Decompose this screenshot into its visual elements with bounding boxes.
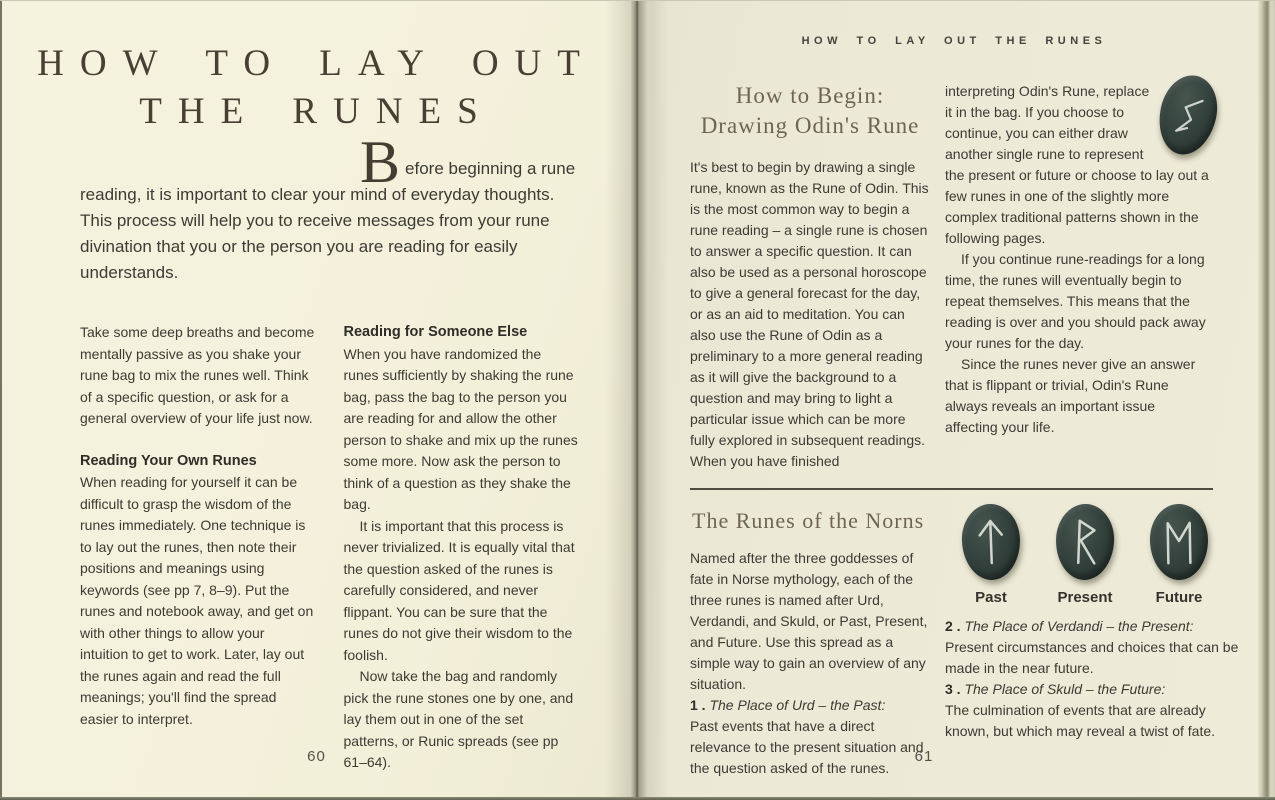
section-how-to-begin	[690, 81, 1258, 472]
norn-rune-stones	[945, 500, 1253, 606]
section2-column-1	[690, 500, 930, 779]
rune-tiwaz-arrow-icon	[970, 514, 1012, 569]
paragraph: When reading for yourself it can be difficult to grasp the wisdom of the runes immediately. One technique is to lay out the runes, then note their positions and meanings using keywords (see pp 7, 8–9). Put the runes and notebook away, and get on with other things to allow your intuition to get to work. Later, lay out the runes again and read the full meanings; you'll find the spread easier to interpret.	[80, 474, 314, 727]
paragraph: Now take the bag and randomly pick the rune stones one by one, and lay them out in one of the set patterns, or Runic spreads (see pp 61–64).	[343, 668, 574, 770]
paragraph: Named after the three goddesses of fate in Norse mythology, each of the three runes is named after Urd, Verdandi, and Skuld, or Past, Present, and Future. Use this spread as a simple way to gain an overview of any situation.	[690, 550, 928, 692]
drop-cap: B	[360, 129, 401, 195]
item-title: The Place of Urd – the Past:	[709, 697, 886, 713]
rune-raido-r-icon	[1064, 514, 1106, 569]
stone-label-past: Past	[975, 589, 1007, 606]
rune-ehwaz-m-icon	[1159, 515, 1200, 570]
page-edges	[1258, 0, 1275, 800]
section1-column-1	[690, 81, 930, 472]
section-runes-of-the-norns	[690, 500, 1258, 779]
chapter-title-line2: THE RUNES	[139, 91, 494, 132]
section1-heading-line1: How to Begin:	[735, 83, 885, 108]
chapter-intro-text: efore beginning a rune reading, it is important to clear your mind of everyday thoughts. This process will help you to receive messages from your rune divination that you or the person you are reading for easily understands.	[80, 159, 576, 282]
section1-heading	[690, 81, 930, 141]
spread-item-1	[690, 695, 930, 716]
paragraph: It's best to begin by drawing a single rune, known as the Rune of Odin. This is the most common way to begin a rune reading – a single rune is chosen to answer a specific question. It can also be used as a personal horoscope to give a general forecast for the day, or as an aid to meditation. You can also use the Rune of Odin as a preliminary to a more general reading as it will give the background to a question and may bring to light a particular issue which can be more fully explored in subsequent readings. When you have finished	[690, 159, 929, 469]
stone-label-present: Present	[1057, 589, 1113, 606]
section2-column-2	[945, 500, 1253, 779]
paragraph: interpreting Odin's Rune, replace it in the bag. If you choose to continue, you can either draw another single rune to represent the present or future or choose to lay out a few runes in one of the slightly more complex traditional patterns shown in the following pages.	[945, 83, 1209, 246]
rune-stone	[1055, 503, 1116, 581]
left-page-column-1	[80, 322, 316, 774]
spread-items	[945, 616, 1253, 742]
paragraph: Since the runes never give an answer that is flippant or trivial, Odin's Rune always reveals an important issue affecting your life.	[945, 356, 1196, 435]
item-number: 2 .	[945, 618, 961, 634]
odin-rune-icon	[1166, 88, 1210, 142]
paragraph: When you have randomized the runes sufficiently by shaking the rune bag, pass the bag to the person you are reading for and allow the other person to shake and mix up the runes some more. Now ask the person to think of a question as they shake the bag.	[343, 345, 578, 512]
section1-heading-line2: Drawing Odin's Rune	[700, 113, 920, 138]
rune-stone-past	[955, 504, 1027, 606]
paragraph: If you continue rune-readings for a long time, the runes will eventually begin to repeat themselves. This means that the reading is over and you should pack away your runes for the day.	[945, 251, 1206, 351]
left-page	[2, 0, 631, 797]
left-page-column-2	[344, 322, 580, 774]
paragraph: Take some deep breaths and become mentally passive as you shake your rune bag to mix the runes well. Think of a specific question, or ask for a general overview of your life just now.	[80, 324, 315, 426]
item-text: Present circumstances and choices that can be made in the near future.	[945, 639, 1239, 676]
rune-stone	[1149, 503, 1208, 580]
stone-label-future: Future	[1155, 589, 1203, 606]
item-title: The Place of Skuld – the Future:	[964, 681, 1166, 697]
right-page	[650, 0, 1258, 797]
chapter-intro	[80, 129, 581, 286]
chapter-title	[12, 40, 621, 136]
subheading-reading-your-own-runes: Reading Your Own Runes	[80, 452, 257, 469]
section2-heading: The Runes of the Norns	[692, 508, 925, 533]
section-divider-rule	[690, 488, 1213, 490]
rune-stone-present	[1049, 504, 1121, 606]
page-number-right: 61	[914, 748, 934, 765]
item-text: The culmination of events that are already known, but which may reveal a twist of fate.	[945, 702, 1216, 739]
subheading-reading-for-someone-else: Reading for Someone Else	[343, 324, 528, 340]
rune-stone	[961, 503, 1022, 581]
paragraph: It is important that this process is never trivialized. It is equally vital that the question asked of the runes is carefully considered, and never flippant. You can be sure that the runes do not give their wisdom to the foolish.	[343, 517, 575, 663]
chapter-title-line1: HOW TO LAY OUT	[37, 43, 596, 84]
section1-column-2	[945, 81, 1210, 472]
item-text: Past events that have a direct relevance to the present situation and the question asked of the runes.	[690, 718, 924, 776]
left-page-columns	[80, 322, 579, 774]
spread-item-2	[945, 616, 1253, 637]
running-header: HOW TO LAY OUT THE RUNES	[801, 35, 1107, 47]
item-number: 1 .	[690, 697, 706, 713]
page-number-left: 60	[307, 748, 326, 765]
spread-item-3	[945, 679, 1253, 700]
rune-stone-future	[1143, 504, 1215, 606]
item-title: The Place of Verdandi – the Present:	[964, 618, 1194, 634]
item-number: 3 .	[945, 681, 961, 697]
